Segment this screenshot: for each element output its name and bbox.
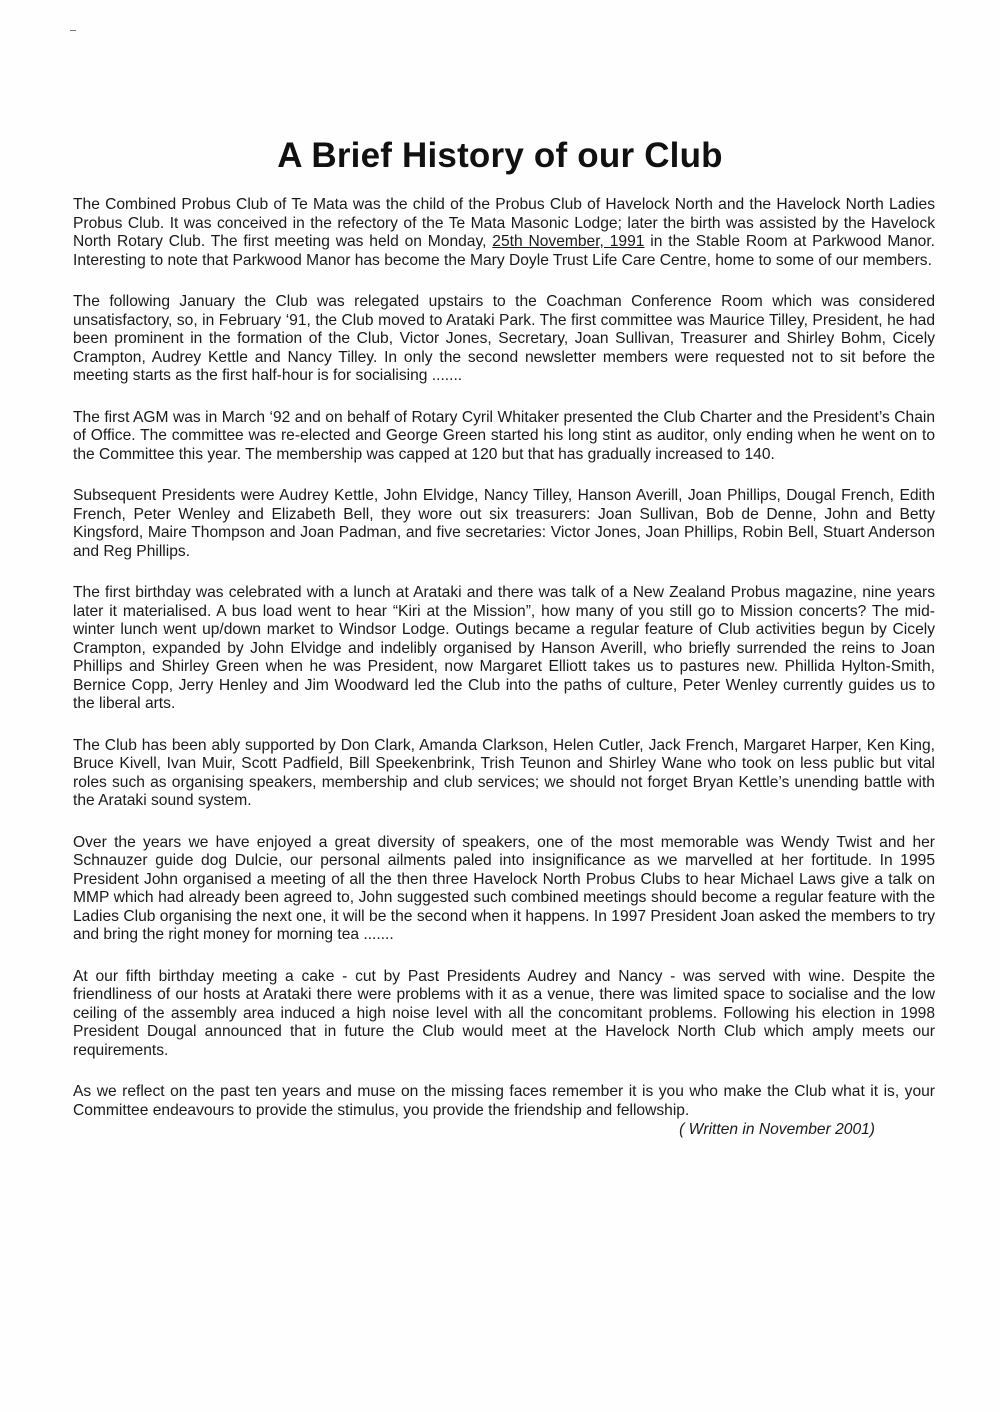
paragraph-3: The first AGM was in March ‘92 and on behalf of Rotary Cyril Whitaker presented the Club Charter and the President’s Chain of Office. The committee was re-elected and George Green started his long stint as auditor, only ending when he went on to the Committee this year. The membership was capped at 120 but that has gradually increased to 140. xyxy=(73,408,935,463)
scan-mark xyxy=(70,30,76,31)
paragraph-8: At our fifth birthday meeting a cake - cut by Past Presidents Audrey and Nancy - was served with wine. Despite the friendliness of our hosts at Arataki there were problems with it as a venue, there was limited space to socialise and the low ceiling of the assembly area induced a high noise level with all the concomitant problems. Following his election in 1998 President Dougal announced that in future the Club would meet at the Havelock North Club which amply meets our requirements. xyxy=(73,967,935,1059)
paragraph-1-text-b: in the Stable Room at Parkwood Manor. Interesting to note that Parkwood Manor has become the Mary Doyle Trust Life Care Centre, home to some of our members. xyxy=(73,233,935,269)
paragraph-1-text-a: The Combined Probus Club of Te Mata was the child of the Probus Club of Havelock North and the Havelock North Ladies Probus Club. It was conceived in the refectory of the Te Mata Masonic Lodge; later the birth was assisted by the Havelock North Rotary Club. The first meeting was held on Monday, xyxy=(73,196,935,250)
document-body xyxy=(73,196,935,1140)
written-date-note: ( Written in November 2001) xyxy=(679,1121,875,1138)
paragraph-5: The first birthday was celebrated with a lunch at Arataki and there was talk of a New Zealand Probus magazine, nine years later it materialised. A bus load went to hear “Kiri at the Mission”, how many of you still go to Mission concerts? The mid-winter lunch went up/down market to Windsor Lodge. Outings became a regular feature of Club activities begun by Cicely Crampton, expanded by John Elvidge and indelibly organised by Hanson Averill, who briefly surrended the reins to Joan Phillips and Shirley Green when he was President, now Margaret Elliott takes us to pastures new. Phillida Hylton-Smith, Bernice Copp, Jerry Henley and Jim Woodward led the Club into the paths of culture, Peter Wenley currently guides us to the liberal arts. xyxy=(73,584,935,712)
paragraph-1 xyxy=(73,196,935,270)
paragraph-4: Subsequent Presidents were Audrey Kettle, John Elvidge, Nancy Tilley, Hanson Averill, Joan Phillips, Dougal French, Edith French, Peter Wenley and Elizabeth Bell, they wore out six treasurers: Joan Sullivan, Bob de Denne, John and Betty Kingsford, Maire Thompson and Joan Padman, and five secretaries: Victor Jones, Joan Phillips, Robin Bell, Stuart Anderson and Reg Phillips. xyxy=(73,487,935,560)
paragraph-7: Over the years we have enjoyed a great diversity of speakers, one of the most memorable was Wendy Twist and her Schnauzer guide dog Dulcie, our personal ailments paled into insignificance as we marvelled at her fortitude. In 1995 President John organised a meeting of all the then three Havelock North Probus Clubs to hear Michael Laws give a talk on MMP which had already been agreed to, John suggested such combined meetings should become a regular feature with the Ladies Club organising the next one, it will be the second when it happens. In 1997 President Joan asked the members to try and bring the right money for morning tea ....... xyxy=(73,833,935,943)
document-title: A Brief History of our Club xyxy=(277,136,723,175)
paragraph-2: The following January the Club was relegated upstairs to the Coachman Conference Room which was considered unsatisfactory, so, in February ‘91, the Club moved to Arataki Park. The first committee was Maurice Tilley, President, he had been prominent in the formation of the Club, Victor Jones, Secretary, Joan Sullivan, Treasurer and Shirley Bohm, Cicely Crampton, Audrey Kettle and Nancy Tilley. In only the second newsletter members were requested not to sit before the meeting starts as the first half-hour is for socialising ....... xyxy=(73,293,935,384)
paragraph-6: The Club has been ably supported by Don Clark, Amanda Clarkson, Helen Cutler, Jack French, Margaret Harper, Ken King, Bruce Kivell, Ivan Muir, Scott Padfield, Bill Speekenbrink, Trish Teunon and Shirley Wane who took on less public but vital roles such as organising speakers, membership and club services; we should not forget Bryan Kettle’s unending battle with the Arataki sound system. xyxy=(73,736,935,809)
first-meeting-date: 25th November, 1991 xyxy=(492,233,645,250)
paragraph-9: As we reflect on the past ten years and muse on the missing faces remember it is you who make the Club what it is, your Committee endeavours to provide the stimulus, you provide the friendship and fellowship. xyxy=(73,1083,935,1119)
